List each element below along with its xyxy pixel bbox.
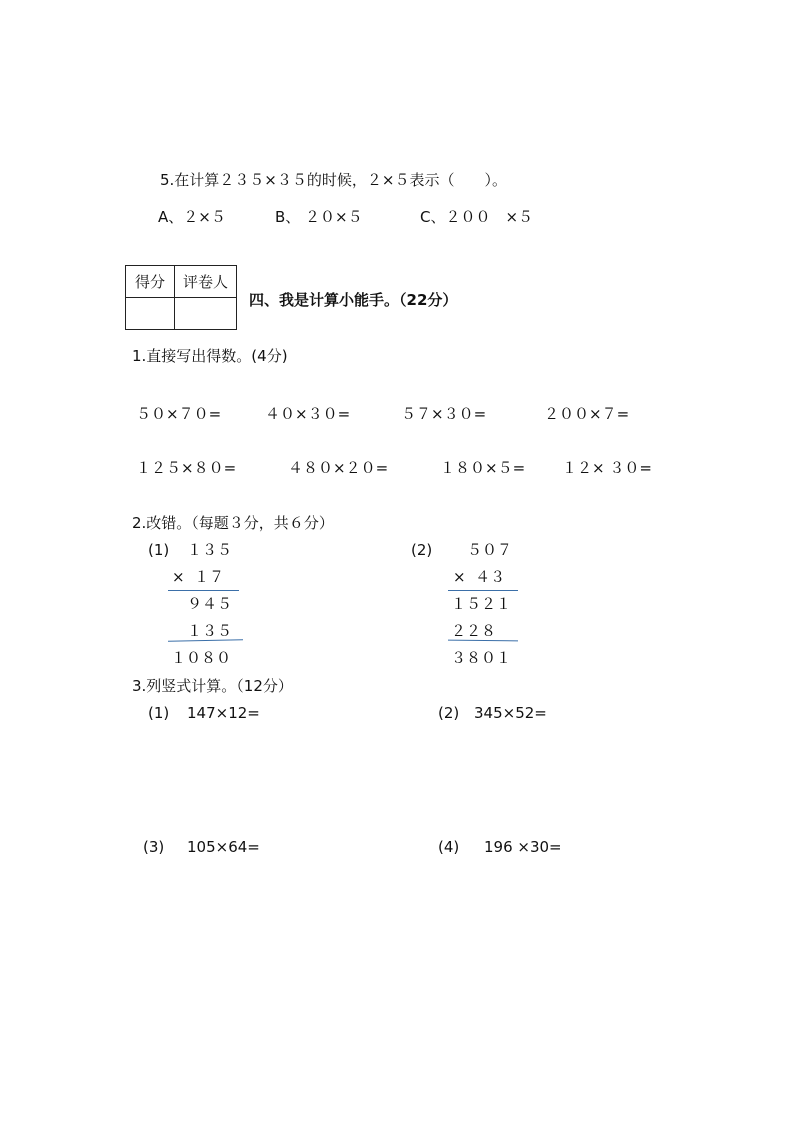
problem1-multiplier: × １７ [172, 568, 225, 586]
score-cell[interactable] [126, 298, 175, 330]
q5-prompt: 5.在计算２３５×３５的时候，２×５表示（ ）。 [160, 171, 507, 189]
score-table [125, 265, 237, 330]
problem2-rule-1 [448, 590, 518, 591]
problem1-label: (1) [148, 541, 170, 559]
oral-item: ５０×７０= [136, 405, 222, 423]
grader-header: 评卷人 [175, 266, 237, 298]
problem2-result: ３８０１ [451, 649, 512, 667]
oral-item: １２５×８０= [136, 459, 237, 477]
problem1-rule-1 [168, 590, 239, 591]
oral-item: １８０×５= [440, 459, 526, 477]
vertical-calc-expr: 105×64= [187, 838, 260, 856]
problem2-multiplicand: ５０７ [467, 541, 513, 559]
vertical-calc-expr: 147×12= [187, 704, 260, 722]
score-header: 得分 [126, 266, 175, 298]
vertical-calc-label: (4) [438, 838, 460, 856]
problem2-label: (2) [411, 541, 433, 559]
oral-item: ５７×３０= [401, 405, 487, 423]
oral-item: １２× ３０= [562, 459, 652, 477]
oral-item: ４８０×２０= [288, 459, 389, 477]
problem2-partial-1: １５２１ [451, 595, 512, 613]
problem1-multiplicand: １３５ [187, 541, 233, 559]
problem2-multiplier: × ４３ [453, 568, 506, 586]
grader-cell[interactable] [175, 298, 237, 330]
problem1-result: １０８０ [171, 649, 232, 667]
part3-title: 3.列竖式计算。（12分） [132, 677, 293, 695]
q5-option-a: A、２×５ [158, 208, 226, 226]
oral-item: ４０×３０= [265, 405, 351, 423]
section-title: 四、我是计算小能手。（22分） [249, 291, 458, 309]
problem1-partial-1: ９４５ [187, 595, 233, 613]
q5-option-b: B、 ２０×５ [275, 208, 363, 226]
problem1-partial-2: １３５ [187, 622, 233, 640]
q5-option-c: C、２００ ×５ [420, 208, 534, 226]
vertical-calc-label: (2) [438, 704, 460, 722]
vertical-calc-expr: 196 ×30= [484, 838, 562, 856]
part1-title: 1.直接写出得数。(4分) [132, 347, 288, 365]
problem2-rule-2 [448, 640, 518, 642]
vertical-calc-label: (3) [143, 838, 165, 856]
oral-item: ２００×７= [544, 405, 630, 423]
part2-title: 2.改错。（每题３分，共６分） [132, 514, 334, 532]
vertical-calc-expr: 345×52= [474, 704, 547, 722]
problem2-partial-2: ２２８ [451, 622, 497, 640]
vertical-calc-label: (1) [148, 704, 170, 722]
